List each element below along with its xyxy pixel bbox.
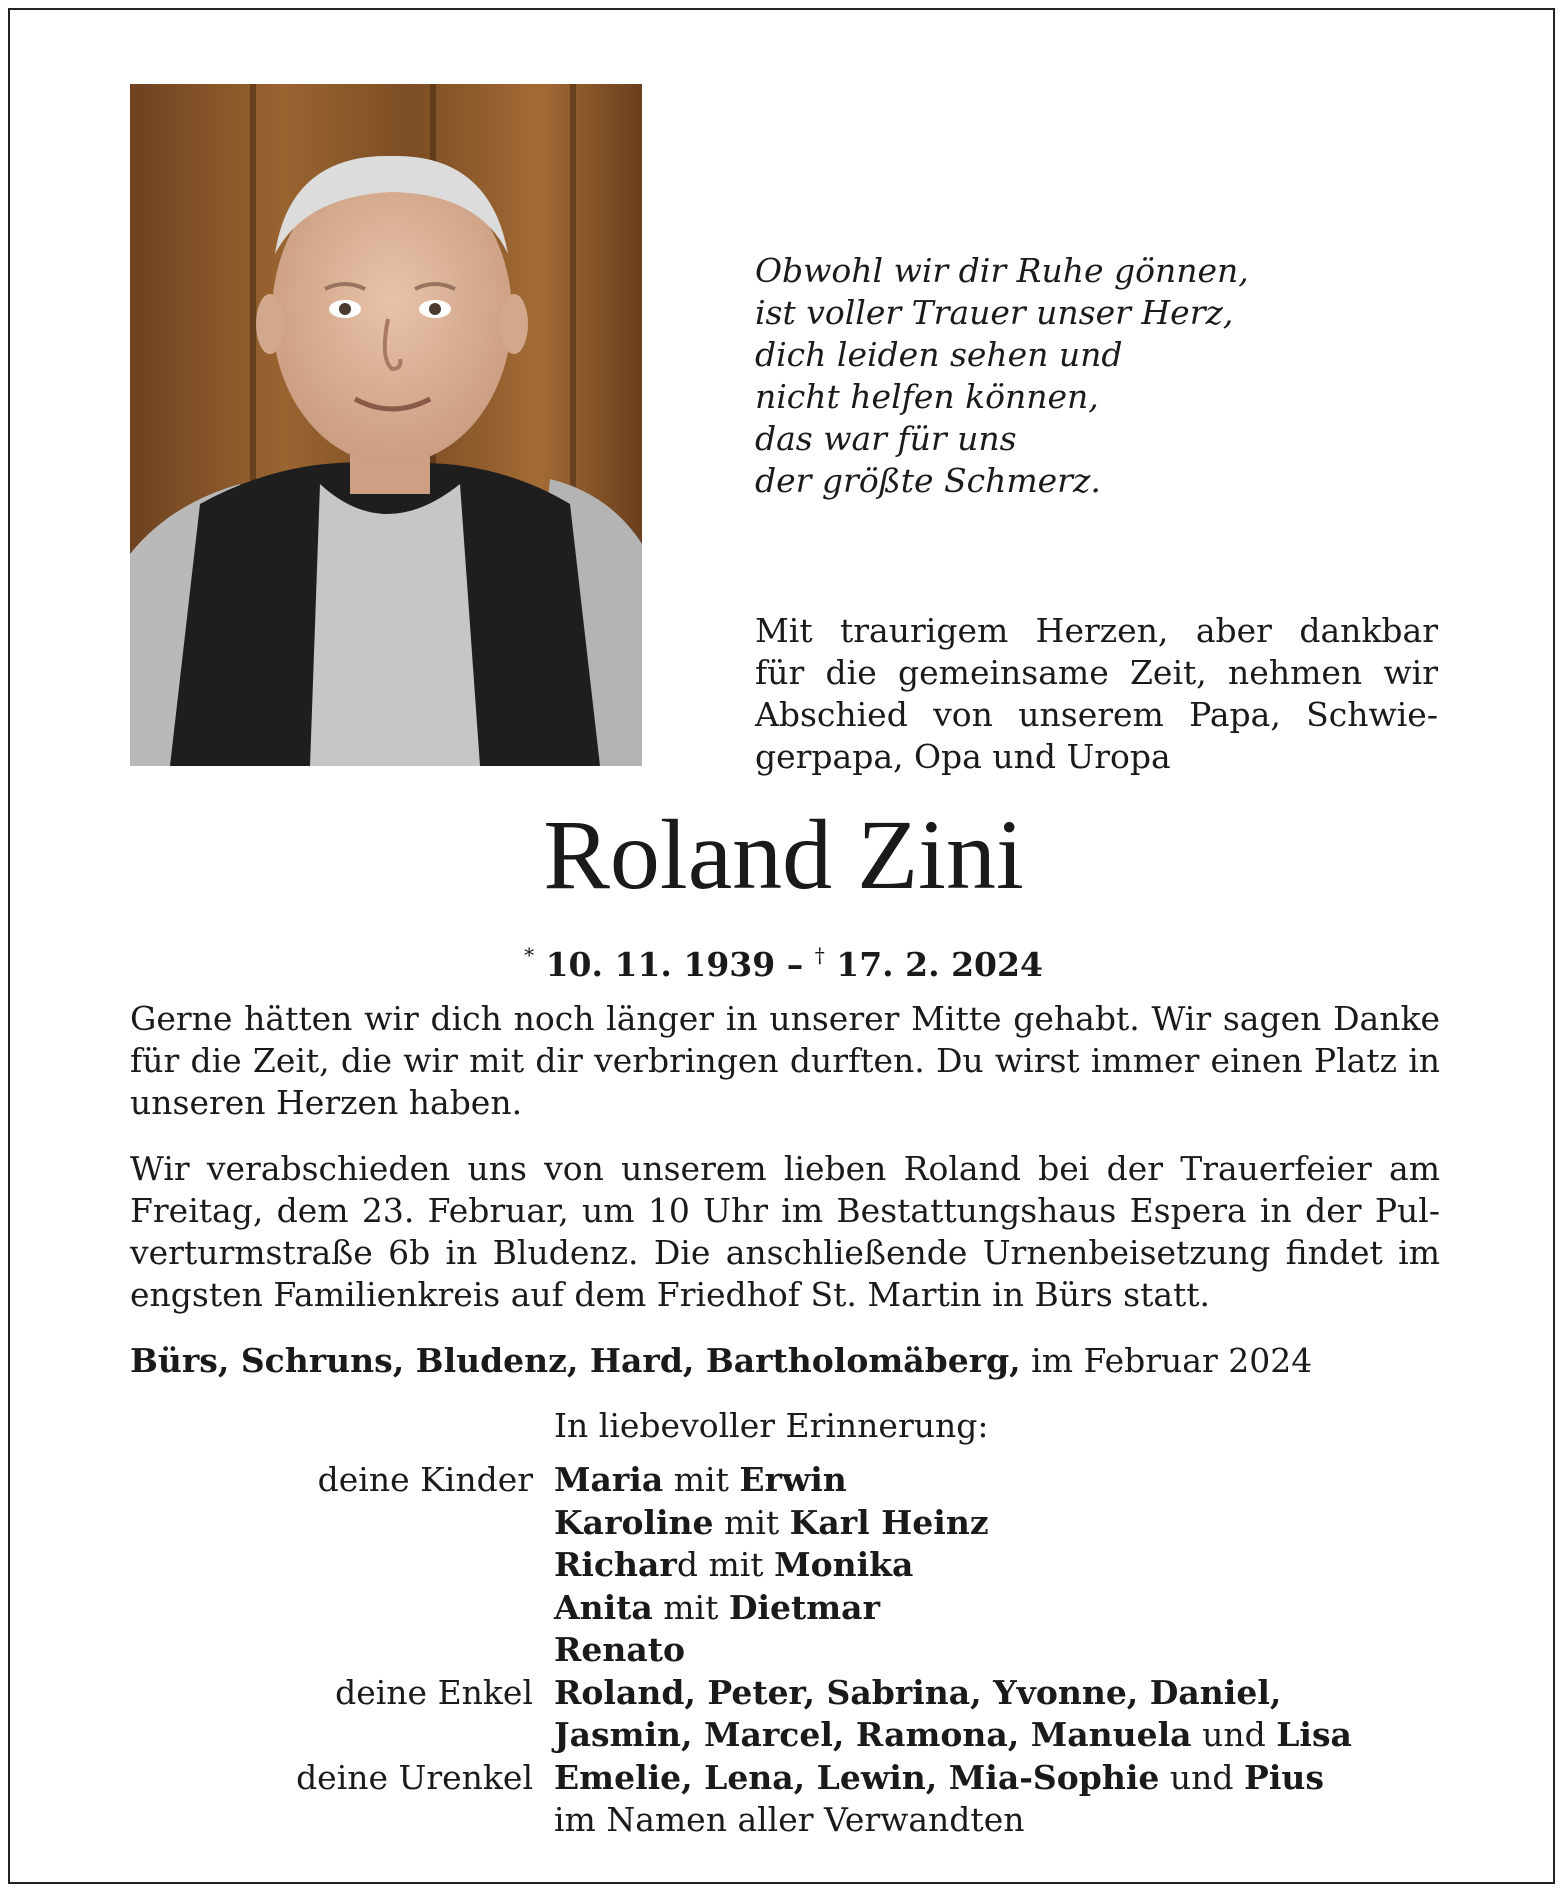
places-when: im Februar 2024: [1031, 1341, 1313, 1380]
paragraph-funeral: [130, 1148, 1440, 1316]
verse-line: Obwohl wir dir Ruhe gönnen,: [755, 251, 1249, 290]
verse-line: das war für uns: [755, 419, 1017, 458]
family-row: [0, 1629, 1567, 1672]
child-name: Maria: [554, 1460, 664, 1499]
death-symbol: †: [814, 943, 825, 967]
partner-name: Dietmar: [728, 1587, 880, 1627]
intro-text: [755, 610, 1438, 778]
places-towns: Bürs, Schruns, Bludenz, Hard, Bartholomäberg,: [130, 1341, 1021, 1380]
family-entry: [554, 1672, 1281, 1715]
intro-line: für die gemeinsame Zeit, nehmen wir: [755, 653, 1438, 692]
intro-line: Mit traurigem Herzen, aber dankbar: [755, 611, 1438, 650]
family-entry: [554, 1544, 913, 1587]
paragraph-line: Freitag, dem 23. Februar, um 10 Uhr im Bestattungshaus Espera in der Pul-: [130, 1191, 1440, 1230]
family-row: [0, 1714, 1567, 1757]
birth-symbol: *: [524, 943, 535, 967]
paragraph-line: verturmstraße 6b in Bludenz. Die anschließende Urnenbeisetzung findet im: [130, 1233, 1440, 1272]
child-name: Anita: [554, 1587, 653, 1627]
child-name: Richar: [554, 1545, 677, 1584]
intro-line: gerpapa, Opa und Uropa: [755, 737, 1171, 776]
partner-name: Erwin: [739, 1460, 847, 1499]
family-entry: [554, 1502, 989, 1545]
kinder-label: deine Kinder: [317, 1460, 533, 1499]
date-dash: –: [786, 945, 804, 984]
family-row: [0, 1459, 1567, 1502]
family-row: [0, 1502, 1567, 1545]
partner-name: Monika: [774, 1545, 914, 1584]
connector: und: [1202, 1715, 1266, 1754]
family-list: [0, 1459, 1567, 1842]
child-name: Renato: [554, 1630, 686, 1669]
grandchild-last: Lisa: [1276, 1715, 1352, 1754]
memory-heading: In liebevoller Erinnerung:: [554, 1406, 989, 1445]
life-dates: [0, 935, 1567, 985]
partner-name: Karl Heinz: [789, 1502, 989, 1542]
deceased-name: Roland Zini: [543, 799, 1024, 910]
memorial-verse: [755, 250, 1455, 502]
verse-line: dich leiden sehen und: [755, 335, 1123, 374]
family-entry: [554, 1714, 1352, 1757]
paragraph-line: Gerne hätten wir dich noch länger in unserer Mitte gehabt. Wir sagen Danke: [130, 999, 1440, 1038]
family-row: [0, 1672, 1567, 1715]
verse-line: nicht helfen können,: [755, 377, 1099, 416]
family-row: [0, 1544, 1567, 1587]
family-entry: [554, 1629, 685, 1672]
death-date: 17. 2. 2024: [836, 945, 1043, 984]
birth-date: 10. 11. 1939: [545, 945, 776, 984]
family-entry: [554, 1757, 1324, 1800]
paragraph-line: unseren Herzen haben.: [130, 1083, 523, 1122]
child-name: Karoline: [554, 1502, 714, 1542]
connector: und: [1169, 1757, 1234, 1797]
paragraph-line: für die Zeit, die wir mit dir verbringen durften. Du wirst immer einen Platz in: [130, 1041, 1440, 1080]
verse-line: ist voller Trauer unser Herz,: [755, 293, 1234, 332]
enkel-label: deine Enkel: [335, 1672, 533, 1712]
connector: mit: [673, 1460, 729, 1499]
urenkel-label: deine Urenkel: [296, 1757, 533, 1797]
family-entry: [554, 1587, 880, 1630]
closing-line: im Namen aller Verwandten: [554, 1800, 1025, 1839]
great-grandchildren-names: Emelie, Lena, Lewin, Mia-Sophie: [554, 1757, 1160, 1797]
grandchildren-names: Roland, Peter, Sabrina, Yvonne, Daniel,: [554, 1672, 1282, 1712]
portrait-photo: [130, 84, 642, 766]
connector: mit: [708, 1545, 764, 1584]
verse-line: der größte Schmerz.: [755, 461, 1101, 500]
paragraph-line: engsten Familienkreis auf dem Friedhof St. Martin in Bürs statt.: [130, 1275, 1211, 1314]
family-row: [0, 1587, 1567, 1630]
grandchildren-names: Jasmin, Marcel, Ramona, Manuela: [554, 1715, 1192, 1754]
connector: mit: [724, 1502, 780, 1542]
places-and-date: [130, 1340, 1312, 1382]
family-row: [0, 1799, 1567, 1842]
paragraph-thanks: [130, 998, 1440, 1124]
paragraph-line: Wir verabschieden uns von unserem lieben Roland bei der Trauerfeier am: [130, 1149, 1440, 1188]
intro-line: Abschied von unserem Papa, Schwie-: [755, 695, 1438, 734]
family-row: [0, 1757, 1567, 1800]
connector: mit: [663, 1587, 719, 1627]
child-name-tail: d: [676, 1545, 698, 1584]
great-grandchild-last: Pius: [1244, 1757, 1324, 1797]
portrait-illustration: [130, 84, 642, 766]
family-entry: [554, 1459, 847, 1502]
